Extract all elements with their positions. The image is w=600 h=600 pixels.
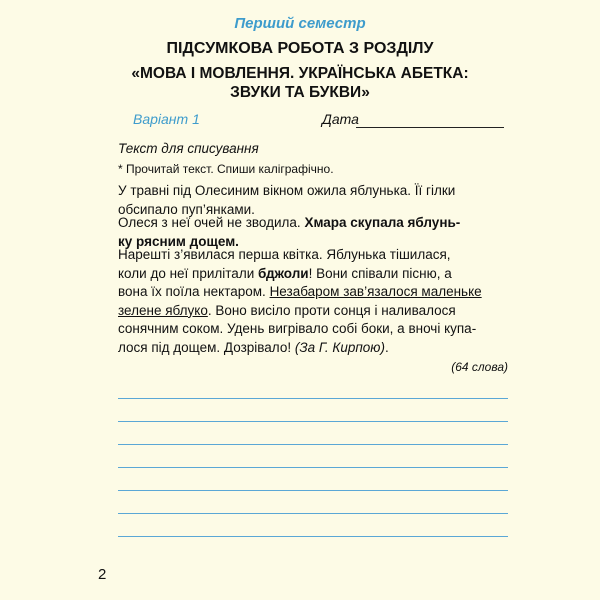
writing-line xyxy=(118,513,508,514)
date-blank-line xyxy=(356,127,504,128)
writing-line xyxy=(118,398,508,399)
text-segment: лося під дощем. Дозрівало! xyxy=(118,339,295,355)
title-line-2: «МОВА І МОВЛЕННЯ. УКРАЇНСЬКА АБЕТКА: xyxy=(131,65,469,82)
writing-line xyxy=(118,421,508,422)
text-line xyxy=(118,339,513,358)
text-line: У травні під Олесиним вікном ожила яблунька. Її гілки xyxy=(118,183,456,198)
title-line-1: ПІДСУМКОВА РОБОТА З РОЗДІЛУ xyxy=(166,40,434,57)
task-title: Текст для списування xyxy=(118,141,259,156)
text-segment: ! Вони співали пісню, а xyxy=(308,265,452,281)
text-line: сонячним соком. Удень вигрівало собі боки, а вночі купа- xyxy=(118,321,477,337)
task-instruction: * Прочитай текст. Спиши каліграфічно. xyxy=(118,162,334,176)
writing-line xyxy=(118,444,508,445)
author-credit: (За Г. Кирпою) xyxy=(294,339,385,355)
date-label: Дата xyxy=(322,111,359,127)
text-segment: вона їх поїла нектаром. xyxy=(118,284,270,300)
title-line-3: ЗВУКИ ТА БУКВИ» xyxy=(230,84,370,101)
text-line xyxy=(118,283,513,302)
page-number: 2 xyxy=(98,566,107,583)
variant-label: Варіант 1 xyxy=(133,111,200,127)
text-line: обсипало пуп’янками. xyxy=(118,201,255,217)
text-segment: . Воно висіло проти сонця і наливалося xyxy=(207,302,456,318)
text-segment: . xyxy=(384,339,389,355)
text-segment: Олеся з неї очей не зводила. xyxy=(118,215,305,230)
writing-line xyxy=(118,536,508,537)
word-count: (64 слова) xyxy=(451,360,508,374)
text-line xyxy=(118,265,513,284)
bold-segment: Хмара скупала яблунь- xyxy=(304,215,461,230)
underlined-segment: Незабаром зав’язалося маленьке xyxy=(269,284,482,300)
underlined-segment: зелене яблуко xyxy=(118,302,208,318)
writing-line xyxy=(118,467,508,468)
bold-segment: бджоли xyxy=(257,265,309,281)
writing-line xyxy=(118,490,508,491)
text-segment: коли до неї прилітали xyxy=(118,265,258,281)
semester-heading: Перший семестр xyxy=(234,15,366,32)
text-line xyxy=(118,214,513,233)
paragraph-3 xyxy=(118,246,513,358)
text-line: Нарешті з’явилася перша квітка. Яблунька тішилася, xyxy=(118,247,451,262)
text-line xyxy=(118,302,513,321)
bold-line: ку рясним дощем. xyxy=(118,233,239,249)
